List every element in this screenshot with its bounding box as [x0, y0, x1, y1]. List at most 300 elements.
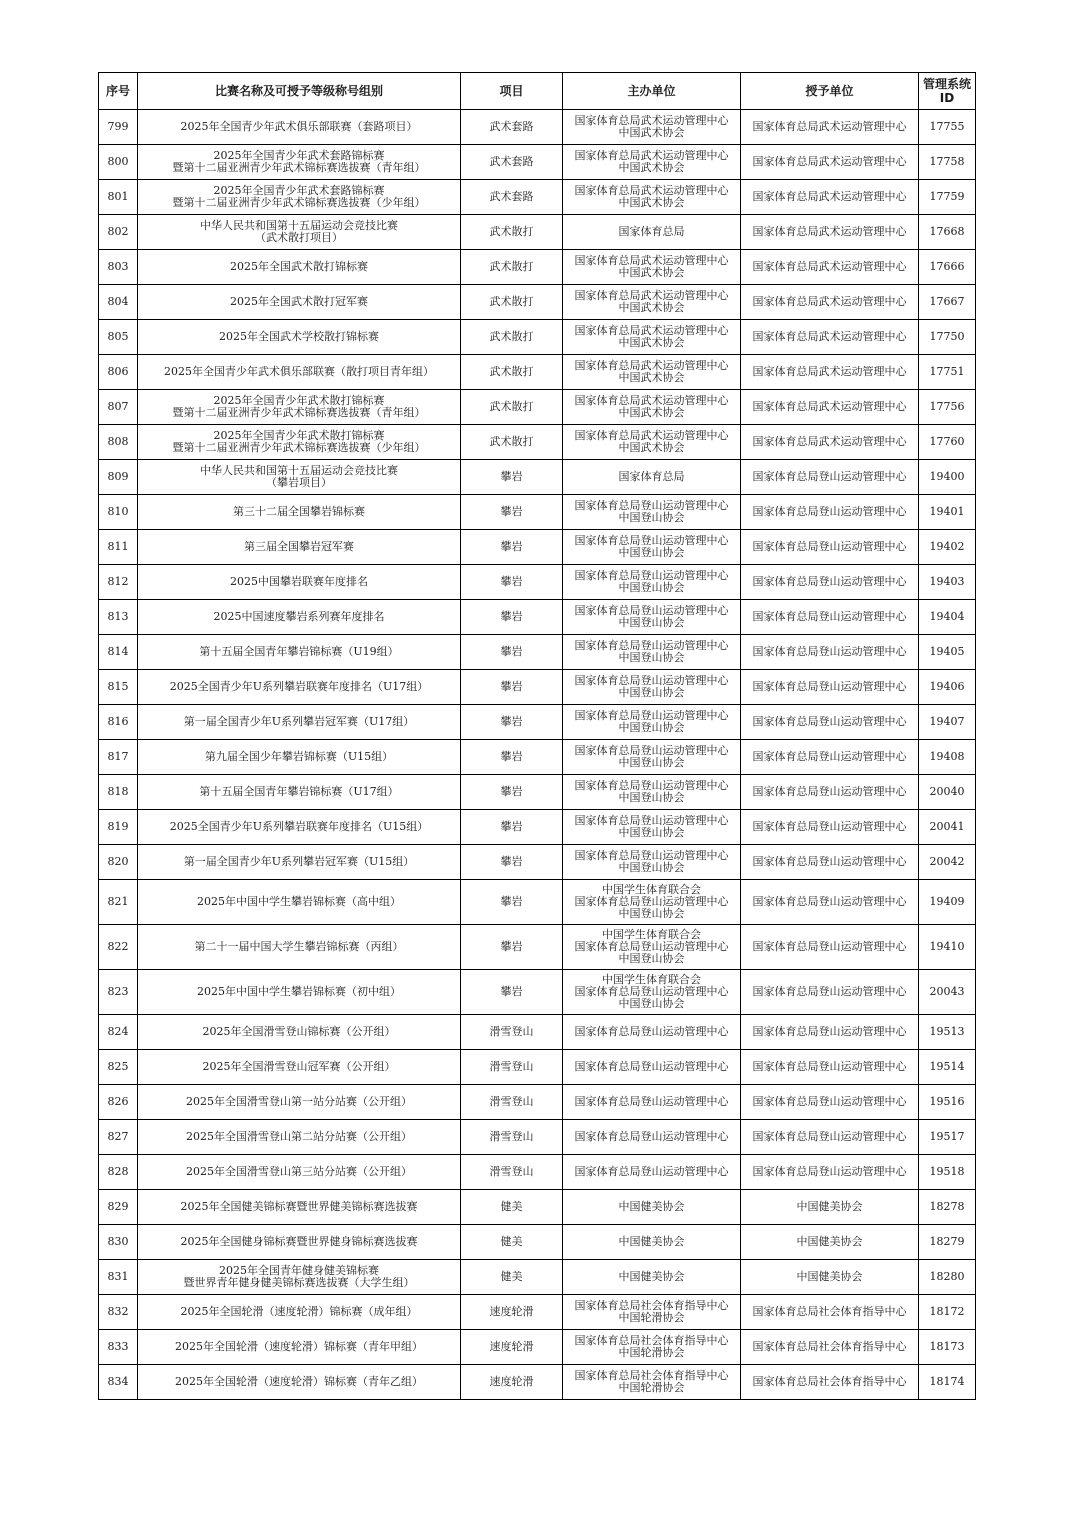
- host-organization-line: 中国登山协会: [618, 721, 685, 734]
- host-organization-line: 中国轮滑协会: [618, 1311, 685, 1324]
- row-number: 807: [99, 390, 138, 425]
- host-organization: [563, 1225, 741, 1260]
- table-row: [99, 530, 976, 565]
- granting-organization: 国家体育总局登山运动管理中心: [741, 495, 919, 530]
- host-organization-line: 国家体育总局登山运动管理中心: [574, 1095, 729, 1108]
- host-organization-line: 中国登山协会: [618, 651, 685, 664]
- host-organization-line: 国家体育总局登山运动管理中心: [574, 569, 729, 582]
- host-organization-line: 国家体育总局登山运动管理中心: [574, 499, 729, 512]
- sport-item: 攀岩: [461, 970, 563, 1015]
- competition-name: [138, 1050, 461, 1085]
- table-row: [99, 1155, 976, 1190]
- system-id: 17668: [919, 215, 976, 250]
- host-organization: [563, 740, 741, 775]
- competition-name-line: 2025年全国轮滑（速度轮滑）锦标赛（成年组）: [180, 1305, 418, 1318]
- granting-organization: 国家体育总局武术运动管理中心: [741, 180, 919, 215]
- competition-name: [138, 250, 461, 285]
- granting-organization: 国家体育总局登山运动管理中心: [741, 970, 919, 1015]
- competition-name: [138, 1365, 461, 1400]
- competition-name-line: 2025年全国青少年武术俱乐部联赛（套路项目）: [180, 120, 418, 133]
- granting-organization: 国家体育总局登山运动管理中心: [741, 1155, 919, 1190]
- competition-name-line: 2025年中国中学生攀岩锦标赛（高中组）: [197, 895, 401, 908]
- competition-name-line: 2025年全国青少年武术套路锦标赛: [213, 184, 385, 197]
- row-number: 825: [99, 1050, 138, 1085]
- row-number: 820: [99, 845, 138, 880]
- table-row: [99, 810, 976, 845]
- row-number: 800: [99, 145, 138, 180]
- host-organization-line: 国家体育总局登山运动管理中心: [574, 709, 729, 722]
- table-row: [99, 635, 976, 670]
- sport-item: 武术散打: [461, 215, 563, 250]
- competition-name: [138, 1225, 461, 1260]
- host-organization: [563, 970, 741, 1015]
- granting-organization: 中国健美协会: [741, 1190, 919, 1225]
- system-id: 19410: [919, 925, 976, 970]
- granting-organization: 国家体育总局武术运动管理中心: [741, 425, 919, 460]
- host-organization-line: 国家体育总局登山运动管理中心: [574, 940, 729, 953]
- host-organization-line: 中国登山协会: [618, 756, 685, 769]
- host-organization-line: 中国登山协会: [618, 511, 685, 524]
- header-name: 比赛名称及可授予等级称号组别: [138, 73, 461, 110]
- host-organization: [563, 1330, 741, 1365]
- row-number: 812: [99, 565, 138, 600]
- sport-item: 攀岩: [461, 775, 563, 810]
- host-organization-line: 国家体育总局登山运动管理中心: [574, 674, 729, 687]
- row-number: 805: [99, 320, 138, 355]
- granting-organization: 国家体育总局武术运动管理中心: [741, 285, 919, 320]
- granting-organization: 国家体育总局武术运动管理中心: [741, 250, 919, 285]
- host-organization-line: 国家体育总局武术运动管理中心: [574, 289, 729, 302]
- competition-name-line: 2025年全国轮滑（速度轮滑）锦标赛（青年甲组）: [175, 1340, 423, 1353]
- row-number: 808: [99, 425, 138, 460]
- granting-organization: 国家体育总局登山运动管理中心: [741, 635, 919, 670]
- granting-organization: 国家体育总局登山运动管理中心: [741, 1050, 919, 1085]
- table-row: [99, 845, 976, 880]
- host-organization-line: 国家体育总局登山运动管理中心: [574, 639, 729, 652]
- host-organization: [563, 355, 741, 390]
- host-organization-line: 国家体育总局社会体育指导中心: [574, 1299, 729, 1312]
- table-row: [99, 145, 976, 180]
- host-organization-line: 中国学生体育联合会: [602, 928, 701, 941]
- competition-name: [138, 390, 461, 425]
- competition-name-line: 第九届全国少年攀岩锦标赛（U15组）: [204, 750, 394, 763]
- table-row: [99, 1365, 976, 1400]
- host-organization-line: 中国健美协会: [618, 1200, 685, 1213]
- competition-name-line: 2025年中国中学生攀岩锦标赛（初中组）: [197, 985, 401, 998]
- host-organization: [563, 845, 741, 880]
- host-organization-line: 国家体育总局武术运动管理中心: [574, 394, 729, 407]
- table-row: [99, 740, 976, 775]
- row-number: 831: [99, 1260, 138, 1295]
- sport-item: 武术散打: [461, 425, 563, 460]
- system-id: 18280: [919, 1260, 976, 1295]
- host-organization: [563, 565, 741, 600]
- granting-organization: 国家体育总局登山运动管理中心: [741, 845, 919, 880]
- table-row: [99, 925, 976, 970]
- system-id: 19407: [919, 705, 976, 740]
- host-organization-line: 中国武术协会: [618, 126, 685, 139]
- sport-item: 武术散打: [461, 250, 563, 285]
- host-organization-line: 国家体育总局登山运动管理中心: [574, 534, 729, 547]
- host-organization-line: 中国健美协会: [618, 1270, 685, 1283]
- host-organization-line: 国家体育总局武术运动管理中心: [574, 184, 729, 197]
- system-id: 19408: [919, 740, 976, 775]
- competition-name-line: 第二十一届中国大学生攀岩锦标赛（丙组）: [194, 940, 404, 953]
- competition-table: [98, 72, 976, 1400]
- host-organization-line: 国家体育总局登山运动管理中心: [574, 985, 729, 998]
- host-organization: [563, 1120, 741, 1155]
- row-number: 828: [99, 1155, 138, 1190]
- table-row: [99, 775, 976, 810]
- competition-name-line: 2025年全国青少年武术俱乐部联赛（散打项目青年组）: [164, 365, 434, 378]
- row-number: 809: [99, 460, 138, 495]
- host-organization-line: 中国武术协会: [618, 406, 685, 419]
- competition-name: [138, 1085, 461, 1120]
- granting-organization: 国家体育总局武术运动管理中心: [741, 320, 919, 355]
- granting-organization: 国家体育总局登山运动管理中心: [741, 880, 919, 925]
- table-row: [99, 110, 976, 145]
- host-organization: [563, 880, 741, 925]
- header-id: 管理系统ID: [919, 73, 976, 110]
- competition-name: [138, 1120, 461, 1155]
- host-organization: [563, 1190, 741, 1225]
- table-row: [99, 1015, 976, 1050]
- competition-name-line: 2025年全国青少年武术散打锦标赛: [213, 429, 385, 442]
- competition-name: [138, 110, 461, 145]
- host-organization: [563, 425, 741, 460]
- host-organization: [563, 145, 741, 180]
- table-row: [99, 390, 976, 425]
- competition-name: [138, 810, 461, 845]
- table-row: [99, 215, 976, 250]
- host-organization: [563, 635, 741, 670]
- system-id: 19404: [919, 600, 976, 635]
- row-number: 827: [99, 1120, 138, 1155]
- host-organization-line: 中国武术协会: [618, 441, 685, 454]
- host-organization: [563, 810, 741, 845]
- host-organization-line: 国家体育总局武术运动管理中心: [574, 254, 729, 267]
- competition-name: [138, 740, 461, 775]
- table-row: [99, 460, 976, 495]
- competition-name: [138, 355, 461, 390]
- competition-name-line: 2025年全国武术散打锦标赛: [230, 260, 368, 273]
- table-row: [99, 1260, 976, 1295]
- host-organization-line: 中国登山协会: [618, 546, 685, 559]
- competition-name: [138, 1190, 461, 1225]
- granting-organization: 国家体育总局登山运动管理中心: [741, 1120, 919, 1155]
- host-organization-line: 国家体育总局登山运动管理中心: [574, 1025, 729, 1038]
- host-organization-line: 中国武术协会: [618, 301, 685, 314]
- system-id: 19400: [919, 460, 976, 495]
- host-organization: [563, 775, 741, 810]
- row-number: 803: [99, 250, 138, 285]
- table-row: [99, 565, 976, 600]
- sport-item: 攀岩: [461, 530, 563, 565]
- host-organization: [563, 670, 741, 705]
- system-id: 17755: [919, 110, 976, 145]
- table-row: [99, 425, 976, 460]
- competition-name: [138, 1015, 461, 1050]
- competition-name: [138, 1295, 461, 1330]
- competition-name: [138, 670, 461, 705]
- row-number: 817: [99, 740, 138, 775]
- row-number: 802: [99, 215, 138, 250]
- host-organization: [563, 215, 741, 250]
- competition-name-line: 2025年全国武术散打冠军赛: [230, 295, 368, 308]
- competition-name-line: 2025年全国青年健身健美锦标赛: [219, 1264, 379, 1277]
- competition-name: [138, 880, 461, 925]
- sport-item: 滑雪登山: [461, 1050, 563, 1085]
- host-organization-line: 国家体育总局: [618, 225, 685, 238]
- host-organization: [563, 110, 741, 145]
- table-row: [99, 1050, 976, 1085]
- competition-name-line: 第十五届全国青年攀岩锦标赛（U19组）: [199, 645, 399, 658]
- row-number: 823: [99, 970, 138, 1015]
- sport-item: 攀岩: [461, 810, 563, 845]
- competition-name: [138, 970, 461, 1015]
- competition-name: [138, 215, 461, 250]
- competition-name: [138, 565, 461, 600]
- host-organization-line: 中国登山协会: [618, 616, 685, 629]
- host-organization-line: 国家体育总局武术运动管理中心: [574, 429, 729, 442]
- sport-item: 滑雪登山: [461, 1015, 563, 1050]
- host-organization: [563, 1085, 741, 1120]
- system-id: 17667: [919, 285, 976, 320]
- competition-name-line: 2025年全国滑雪登山第二站分站赛（公开组）: [186, 1130, 412, 1143]
- host-organization-line: 国家体育总局登山运动管理中心: [574, 779, 729, 792]
- system-id: 17759: [919, 180, 976, 215]
- host-organization: [563, 530, 741, 565]
- row-number: 830: [99, 1225, 138, 1260]
- competition-name: [138, 1260, 461, 1295]
- host-organization: [563, 1015, 741, 1050]
- competition-name: [138, 460, 461, 495]
- row-number: 801: [99, 180, 138, 215]
- competition-name-line: 暨第十二届亚洲青少年武术锦标赛选拔赛（少年组）: [172, 441, 426, 454]
- host-organization-line: 中国学生体育联合会: [602, 883, 701, 896]
- host-organization-line: 中国学生体育联合会: [602, 973, 701, 986]
- competition-name-line: 第一届全国青少年U系列攀岩冠军赛（U17组）: [183, 715, 415, 728]
- granting-organization: 国家体育总局武术运动管理中心: [741, 145, 919, 180]
- competition-name-line: 中华人民共和国第十五届运动会竞技比赛: [200, 219, 398, 232]
- host-organization-line: 国家体育总局武术运动管理中心: [574, 149, 729, 162]
- table-row: [99, 880, 976, 925]
- host-organization-line: 中国登山协会: [618, 686, 685, 699]
- row-number: 818: [99, 775, 138, 810]
- competition-name-line: 第三届全国攀岩冠军赛: [244, 540, 354, 553]
- competition-name: [138, 705, 461, 740]
- competition-name-line: 暨世界青年健身健美锦标赛选拔赛（大学生组）: [183, 1276, 415, 1289]
- row-number: 810: [99, 495, 138, 530]
- host-organization-line: 中国武术协会: [618, 266, 685, 279]
- competition-name-line: 2025年全国青少年武术散打锦标赛: [213, 394, 385, 407]
- host-organization: [563, 1050, 741, 1085]
- granting-organization: 中国健美协会: [741, 1225, 919, 1260]
- granting-organization: 国家体育总局社会体育指导中心: [741, 1365, 919, 1400]
- system-id: 18279: [919, 1225, 976, 1260]
- granting-organization: 国家体育总局社会体育指导中心: [741, 1295, 919, 1330]
- granting-organization: 国家体育总局登山运动管理中心: [741, 705, 919, 740]
- competition-name-line: （攀岩项目）: [266, 476, 332, 489]
- host-organization-line: 中国登山协会: [618, 791, 685, 804]
- sport-item: 攀岩: [461, 740, 563, 775]
- granting-organization: 国家体育总局登山运动管理中心: [741, 670, 919, 705]
- competition-name-line: 第一届全国青少年U系列攀岩冠军赛（U15组）: [183, 855, 415, 868]
- competition-name-line: 2025年全国滑雪登山第一站分站赛（公开组）: [186, 1095, 412, 1108]
- system-id: 18278: [919, 1190, 976, 1225]
- host-organization-line: 中国轮滑协会: [618, 1346, 685, 1359]
- granting-organization: 国家体育总局登山运动管理中心: [741, 1015, 919, 1050]
- competition-name-line: 暨第十二届亚洲青少年武术锦标赛选拔赛（少年组）: [172, 196, 426, 209]
- system-id: 20041: [919, 810, 976, 845]
- sport-item: 速度轮滑: [461, 1295, 563, 1330]
- system-id: 19518: [919, 1155, 976, 1190]
- system-id: 19514: [919, 1050, 976, 1085]
- competition-name-line: 2025全国青少年U系列攀岩联赛年度排名（U17组）: [169, 680, 429, 693]
- competition-name: [138, 530, 461, 565]
- sport-item: 攀岩: [461, 705, 563, 740]
- system-id: 19402: [919, 530, 976, 565]
- table-row: [99, 1225, 976, 1260]
- row-number: 815: [99, 670, 138, 705]
- granting-organization: 国家体育总局登山运动管理中心: [741, 775, 919, 810]
- row-number: 806: [99, 355, 138, 390]
- competition-name-line: 2025中国攀岩联赛年度排名: [230, 575, 368, 588]
- sport-item: 攀岩: [461, 495, 563, 530]
- host-organization-line: 中国武术协会: [618, 336, 685, 349]
- table-row: [99, 970, 976, 1015]
- host-organization: [563, 1155, 741, 1190]
- competition-name: [138, 635, 461, 670]
- host-organization-line: 中国登山协会: [618, 907, 685, 920]
- host-organization: [563, 1365, 741, 1400]
- table-row: [99, 1295, 976, 1330]
- header-grant: 授予单位: [741, 73, 919, 110]
- competition-name-line: 2025年全国滑雪登山锦标赛（公开组）: [202, 1025, 396, 1038]
- granting-organization: 国家体育总局登山运动管理中心: [741, 925, 919, 970]
- competition-name: [138, 425, 461, 460]
- granting-organization: 国家体育总局登山运动管理中心: [741, 740, 919, 775]
- competition-name: [138, 845, 461, 880]
- host-organization-line: 中国登山协会: [618, 861, 685, 874]
- host-organization: [563, 390, 741, 425]
- system-id: 20040: [919, 775, 976, 810]
- granting-organization: 国家体育总局武术运动管理中心: [741, 215, 919, 250]
- sport-item: 攀岩: [461, 880, 563, 925]
- header-host: 主办单位: [563, 73, 741, 110]
- host-organization-line: 国家体育总局武术运动管理中心: [574, 114, 729, 127]
- system-id: 19516: [919, 1085, 976, 1120]
- host-organization-line: 中国武术协会: [618, 371, 685, 384]
- header-no: 序号: [99, 73, 138, 110]
- competition-name: [138, 1330, 461, 1365]
- host-organization-line: 国家体育总局武术运动管理中心: [574, 324, 729, 337]
- row-number: 832: [99, 1295, 138, 1330]
- granting-organization: 国家体育总局登山运动管理中心: [741, 530, 919, 565]
- competition-name-line: 第十五届全国青年攀岩锦标赛（U17组）: [199, 785, 399, 798]
- table-row: [99, 1190, 976, 1225]
- host-organization: [563, 705, 741, 740]
- sport-item: 武术散打: [461, 390, 563, 425]
- host-organization-line: 国家体育总局社会体育指导中心: [574, 1369, 729, 1382]
- host-organization-line: 中国登山协会: [618, 826, 685, 839]
- host-organization: [563, 285, 741, 320]
- sport-item: 攀岩: [461, 565, 563, 600]
- sport-item: 武术散打: [461, 355, 563, 390]
- sport-item: 攀岩: [461, 845, 563, 880]
- table-row: [99, 1120, 976, 1155]
- host-organization-line: 国家体育总局武术运动管理中心: [574, 359, 729, 372]
- host-organization-line: 国家体育总局登山运动管理中心: [574, 744, 729, 757]
- competition-name-line: 2025年全国青少年武术套路锦标赛: [213, 149, 385, 162]
- system-id: 17760: [919, 425, 976, 460]
- host-organization-line: 国家体育总局社会体育指导中心: [574, 1334, 729, 1347]
- system-id: 17666: [919, 250, 976, 285]
- row-number: 833: [99, 1330, 138, 1365]
- sport-item: 攀岩: [461, 925, 563, 970]
- row-number: 826: [99, 1085, 138, 1120]
- host-organization-line: 国家体育总局登山运动管理中心: [574, 604, 729, 617]
- competition-name: [138, 180, 461, 215]
- system-id: 17750: [919, 320, 976, 355]
- row-number: 824: [99, 1015, 138, 1050]
- row-number: 821: [99, 880, 138, 925]
- granting-organization: 国家体育总局登山运动管理中心: [741, 1085, 919, 1120]
- sport-item: 武术散打: [461, 285, 563, 320]
- sport-item: 攀岩: [461, 670, 563, 705]
- host-organization: [563, 495, 741, 530]
- host-organization: [563, 600, 741, 635]
- system-id: 19405: [919, 635, 976, 670]
- competition-name-line: 第三十二届全国攀岩锦标赛: [233, 505, 365, 518]
- granting-organization: 中国健美协会: [741, 1260, 919, 1295]
- sport-item: 武术套路: [461, 110, 563, 145]
- sport-item: 滑雪登山: [461, 1120, 563, 1155]
- granting-organization: 国家体育总局武术运动管理中心: [741, 390, 919, 425]
- system-id: 20042: [919, 845, 976, 880]
- table-row: [99, 1330, 976, 1365]
- header-item: 项目: [461, 73, 563, 110]
- host-organization-line: 中国登山协会: [618, 952, 685, 965]
- sport-item: 攀岩: [461, 635, 563, 670]
- host-organization: [563, 180, 741, 215]
- system-id: 17758: [919, 145, 976, 180]
- system-id: 17756: [919, 390, 976, 425]
- sport-item: 滑雪登山: [461, 1155, 563, 1190]
- host-organization: [563, 460, 741, 495]
- competition-name-line: （武术散打项目）: [255, 231, 343, 244]
- system-id: 19513: [919, 1015, 976, 1050]
- row-number: 813: [99, 600, 138, 635]
- table-row: [99, 495, 976, 530]
- competition-name-line: 中华人民共和国第十五届运动会竞技比赛: [200, 464, 398, 477]
- competition-name-line: 暨第十二届亚洲青少年武术锦标赛选拔赛（青年组）: [172, 406, 426, 419]
- table-row: [99, 705, 976, 740]
- system-id: 19406: [919, 670, 976, 705]
- competition-name-line: 2025年全国轮滑（速度轮滑）锦标赛（青年乙组）: [175, 1375, 423, 1388]
- host-organization: [563, 320, 741, 355]
- competition-name-line: 2025年全国健美锦标赛暨世界健美锦标赛选拔赛: [180, 1200, 418, 1213]
- competition-name: [138, 145, 461, 180]
- sport-item: 攀岩: [461, 460, 563, 495]
- sport-item: 武术套路: [461, 180, 563, 215]
- sport-item: 速度轮滑: [461, 1330, 563, 1365]
- sport-item: 健美: [461, 1225, 563, 1260]
- row-number: 822: [99, 925, 138, 970]
- sport-item: 健美: [461, 1190, 563, 1225]
- granting-organization: 国家体育总局登山运动管理中心: [741, 600, 919, 635]
- competition-name: [138, 285, 461, 320]
